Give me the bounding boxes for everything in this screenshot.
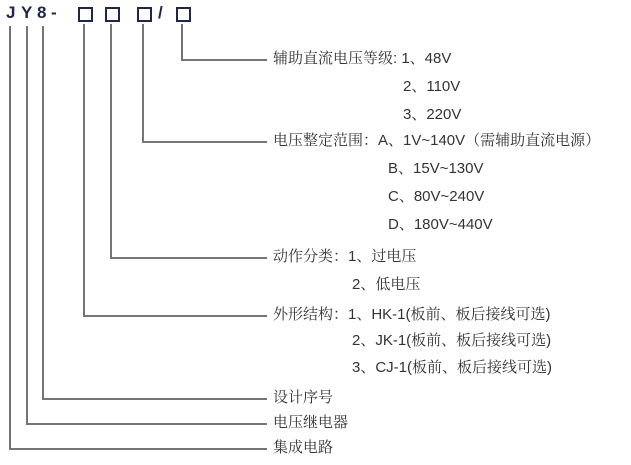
code-placeholder-box-2	[105, 7, 120, 22]
label-structure-type-2: 2、JK-1(板前、板后接线可选)	[352, 332, 552, 349]
label-voltage-range: 电压整定范围：A、1V~140V（需辅助直流电源）	[273, 132, 601, 149]
connector-vline-box1	[83, 24, 85, 317]
label-structure-type: 外形结构：1、HK-1(板前、板后接线可选)	[273, 306, 551, 323]
connector-vline-8	[42, 26, 44, 400]
label-voltage-range-d: D、180V~440V	[388, 216, 493, 233]
label-design-serial: 设计序号	[273, 389, 334, 406]
label-voltage-relay: 电压继电器	[273, 414, 349, 431]
code-slash: /	[158, 3, 163, 22]
code-placeholder-box-4	[176, 7, 191, 22]
connector-vline-box3	[142, 24, 144, 143]
label-voltage-range-b: B、15V~130V	[388, 160, 484, 177]
code-letter-j: J	[6, 3, 16, 22]
connector-vline-y	[26, 26, 28, 425]
label-action-class-2: 2、低电压	[352, 276, 421, 293]
label-structure-type-3: 3、CJ-1(板前、板后接线可选)	[352, 359, 553, 376]
code-placeholder-box-3	[137, 7, 152, 22]
connector-hline-action-class	[110, 257, 267, 259]
code-digit-8: 8	[37, 3, 47, 22]
code-hyphen: -	[51, 3, 57, 22]
connector-hline-voltage-relay	[26, 423, 267, 425]
label-aux-dc-option-3: 3、220V	[403, 106, 462, 123]
connector-hline-integrated-circuit	[9, 448, 267, 450]
label-aux-dc-voltage: 辅助直流电压等级: 1、48V	[273, 50, 452, 67]
connector-vline-j	[9, 26, 11, 450]
label-aux-dc-option-2: 2、110V	[403, 78, 461, 95]
connector-vline-box4	[181, 24, 183, 61]
connector-vline-box2	[110, 24, 112, 259]
connector-hline-structure	[83, 315, 267, 317]
label-action-class: 动作分类：1、过电压	[273, 248, 417, 265]
connector-hline-voltage-range	[142, 141, 267, 143]
label-voltage-range-c: C、80V~240V	[388, 188, 485, 205]
connector-hline-aux-dc	[181, 59, 267, 61]
code-letter-y: Y	[21, 3, 33, 22]
label-integrated-circuit: 集成电路	[273, 439, 334, 456]
connector-hline-design-serial	[42, 398, 267, 400]
code-placeholder-box-1	[78, 7, 93, 22]
